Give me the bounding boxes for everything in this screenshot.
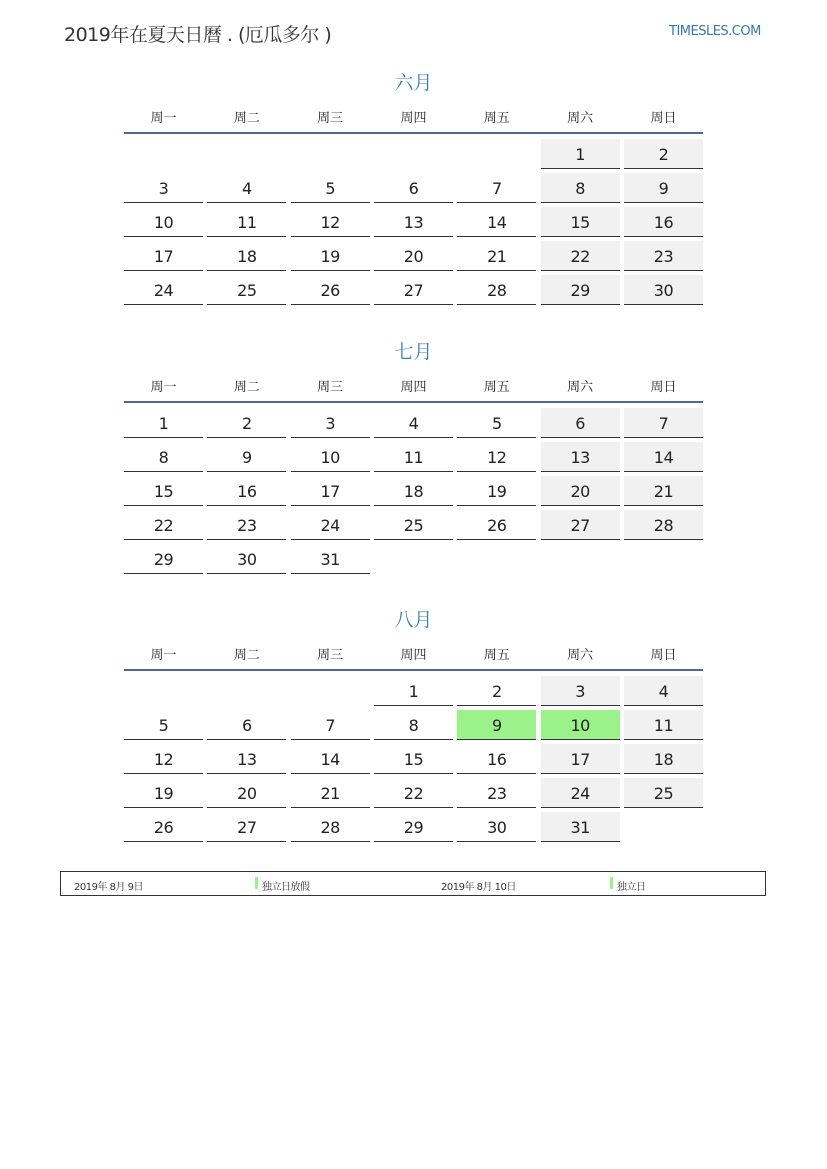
- weekday-header: [124, 643, 703, 671]
- day-cell-empty: [207, 139, 286, 169]
- day-cell: 23: [624, 241, 703, 271]
- day-cell: 28: [291, 812, 370, 842]
- day-grid: [124, 139, 703, 305]
- day-cell: 3: [541, 676, 620, 706]
- day-cell: 5: [457, 408, 536, 438]
- day-cell: 15: [374, 744, 453, 774]
- day-cell: 18: [374, 476, 453, 506]
- day-cell: 29: [124, 544, 203, 574]
- day-cell-holiday: 10: [541, 710, 620, 740]
- weekday-label: 周六: [567, 648, 594, 663]
- day-cell: 8: [374, 710, 453, 740]
- day-cell: 22: [541, 241, 620, 271]
- day-cell: 11: [207, 207, 286, 237]
- weekday-label: 周六: [567, 380, 594, 395]
- day-cell: 21: [457, 241, 536, 271]
- day-cell: 7: [624, 408, 703, 438]
- day-grid: [124, 408, 703, 574]
- month-block: [124, 70, 703, 305]
- day-cell: 12: [124, 744, 203, 774]
- day-cell: 1: [124, 408, 203, 438]
- day-cell: 17: [541, 744, 620, 774]
- weekday-label: 周日: [650, 111, 677, 126]
- day-cell: 4: [374, 408, 453, 438]
- weekday-label: 周三: [317, 111, 344, 126]
- day-cell: 30: [207, 544, 286, 574]
- holiday-legend: [60, 871, 766, 896]
- weekday-label: 周日: [650, 380, 677, 395]
- day-cell: 13: [374, 207, 453, 237]
- legend-holiday-marker-1: [255, 877, 258, 889]
- legend-holiday-marker-2: [610, 877, 613, 889]
- month-title: 七月: [394, 341, 433, 363]
- weekday-label: 周三: [317, 648, 344, 663]
- weekday-label: 周五: [483, 648, 510, 663]
- page-title: 2019年在夏天日曆 . (厄瓜多尔 ): [64, 24, 332, 46]
- day-cell: 18: [624, 744, 703, 774]
- day-cell: 1: [374, 676, 453, 706]
- weekday-label: 周二: [233, 111, 260, 126]
- day-cell: 18: [207, 241, 286, 271]
- day-cell: 1: [541, 139, 620, 169]
- weekday-label: 周五: [483, 380, 510, 395]
- day-cell: 12: [291, 207, 370, 237]
- day-cell: 30: [624, 275, 703, 305]
- day-cell-empty: [291, 139, 370, 169]
- day-grid: [124, 676, 703, 842]
- day-cell: 31: [541, 812, 620, 842]
- day-cell: 26: [124, 812, 203, 842]
- day-cell: 21: [624, 476, 703, 506]
- day-cell: 25: [374, 510, 453, 540]
- day-cell: 11: [374, 442, 453, 472]
- day-cell: 23: [207, 510, 286, 540]
- day-cell: 29: [374, 812, 453, 842]
- day-cell: 7: [457, 173, 536, 203]
- day-cell: 3: [291, 408, 370, 438]
- day-cell: 19: [457, 476, 536, 506]
- day-cell: 2: [207, 408, 286, 438]
- day-cell: 14: [291, 744, 370, 774]
- day-cell: 27: [374, 275, 453, 305]
- weekday-label: 周一: [150, 648, 177, 663]
- day-cell: 26: [457, 510, 536, 540]
- day-cell: 17: [291, 476, 370, 506]
- day-cell: 16: [457, 744, 536, 774]
- day-cell-empty: [207, 676, 286, 706]
- legend-date-1: 2019年 8月 9日: [74, 882, 144, 893]
- day-cell: 30: [457, 812, 536, 842]
- legend-date-2: 2019年 8月 10日: [441, 882, 516, 893]
- day-cell-holiday: 9: [457, 710, 536, 740]
- day-cell: 4: [624, 676, 703, 706]
- day-cell-empty: [457, 139, 536, 169]
- day-cell: 20: [541, 476, 620, 506]
- day-cell: 10: [124, 207, 203, 237]
- day-cell-empty: [374, 139, 453, 169]
- day-cell: 24: [291, 510, 370, 540]
- day-cell: 26: [291, 275, 370, 305]
- day-cell: 13: [541, 442, 620, 472]
- weekday-label: 周二: [233, 648, 260, 663]
- weekday-label: 周四: [400, 111, 427, 126]
- month-block: [124, 339, 703, 574]
- day-cell: 15: [541, 207, 620, 237]
- day-cell: 2: [624, 139, 703, 169]
- day-cell: 28: [624, 510, 703, 540]
- day-cell-empty: [291, 676, 370, 706]
- month-title: 八月: [394, 609, 433, 631]
- day-cell: 31: [291, 544, 370, 574]
- day-cell: 12: [457, 442, 536, 472]
- day-cell: 6: [207, 710, 286, 740]
- weekday-label: 周日: [650, 648, 677, 663]
- day-cell: 14: [624, 442, 703, 472]
- day-cell: 15: [124, 476, 203, 506]
- day-cell: 16: [624, 207, 703, 237]
- day-cell-empty: [124, 676, 203, 706]
- day-cell: 14: [457, 207, 536, 237]
- day-cell: 27: [541, 510, 620, 540]
- day-cell: 17: [124, 241, 203, 271]
- day-cell: 8: [541, 173, 620, 203]
- day-cell: 27: [207, 812, 286, 842]
- day-cell: 10: [291, 442, 370, 472]
- day-cell: 23: [457, 778, 536, 808]
- weekday-label: 周一: [150, 111, 177, 126]
- day-cell: 28: [457, 275, 536, 305]
- day-cell: 16: [207, 476, 286, 506]
- month-block: [124, 607, 703, 842]
- day-cell: 6: [374, 173, 453, 203]
- day-cell: 21: [291, 778, 370, 808]
- weekday-label: 周四: [400, 380, 427, 395]
- day-cell: 7: [291, 710, 370, 740]
- day-cell: 3: [124, 173, 203, 203]
- day-cell: 20: [374, 241, 453, 271]
- day-cell: 20: [207, 778, 286, 808]
- day-cell-empty: [124, 139, 203, 169]
- weekday-label: 周六: [567, 111, 594, 126]
- day-cell: 19: [124, 778, 203, 808]
- weekday-label: 周五: [483, 111, 510, 126]
- day-cell: 6: [541, 408, 620, 438]
- month-title: 六月: [394, 72, 433, 94]
- legend-holiday-name-2: 独立日: [617, 882, 646, 893]
- day-cell: 22: [374, 778, 453, 808]
- day-cell: 5: [291, 173, 370, 203]
- weekday-label: 周四: [400, 648, 427, 663]
- day-cell: 25: [624, 778, 703, 808]
- weekday-label: 周二: [233, 380, 260, 395]
- day-cell: 24: [541, 778, 620, 808]
- day-cell: 4: [207, 173, 286, 203]
- day-cell: 13: [207, 744, 286, 774]
- day-cell: 19: [291, 241, 370, 271]
- legend-holiday-name-1: 独立日放假: [262, 882, 310, 893]
- weekday-label: 周一: [150, 380, 177, 395]
- weekday-label: 周三: [317, 380, 344, 395]
- day-cell: 29: [541, 275, 620, 305]
- day-cell: 8: [124, 442, 203, 472]
- day-cell: 5: [124, 710, 203, 740]
- day-cell: 9: [207, 442, 286, 472]
- weekday-header: [124, 106, 703, 134]
- weekday-header: [124, 375, 703, 403]
- day-cell: 2: [457, 676, 536, 706]
- site-link[interactable]: TIMESLES.COM: [669, 24, 761, 39]
- day-cell: 11: [624, 710, 703, 740]
- day-cell: 24: [124, 275, 203, 305]
- day-cell: 22: [124, 510, 203, 540]
- day-cell: 25: [207, 275, 286, 305]
- day-cell: 9: [624, 173, 703, 203]
